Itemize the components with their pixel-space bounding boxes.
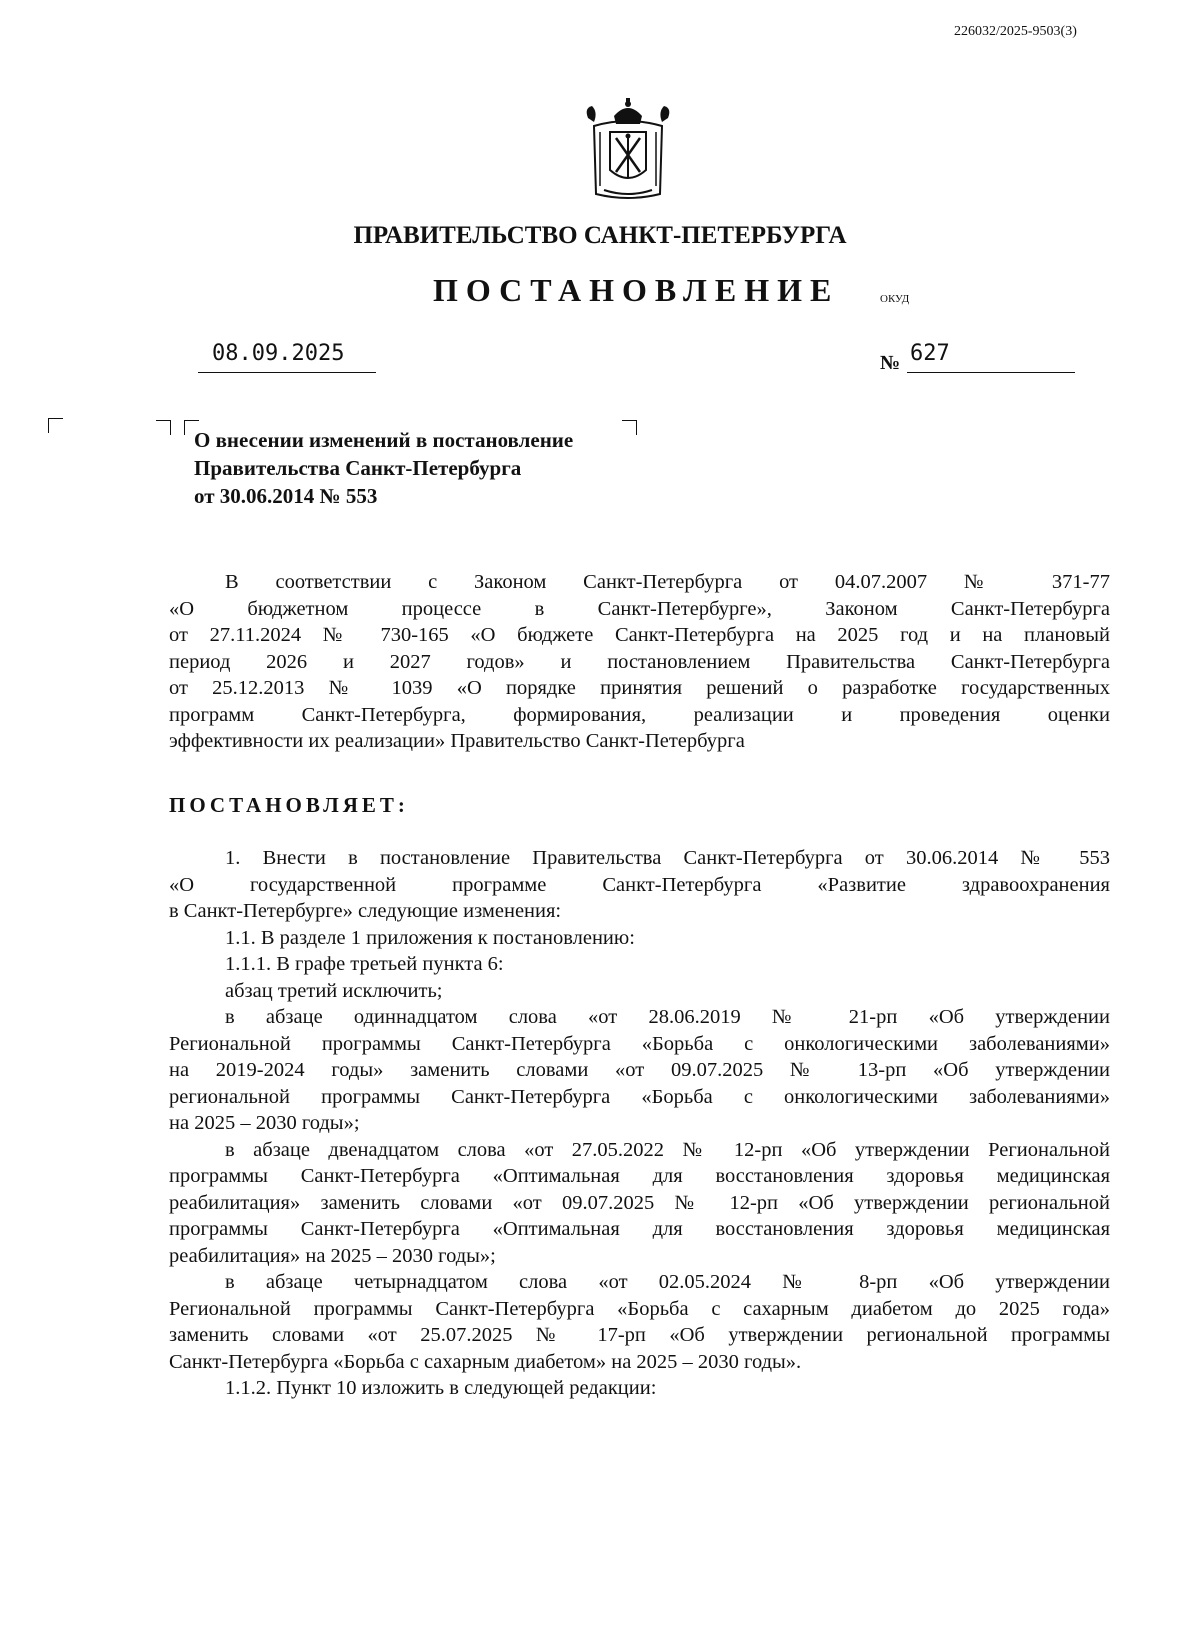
body-line: программы Санкт-Петербурга «Оптимальная для восстановления здоровья медицинская <box>169 1218 1110 1240</box>
paragraph-eleventh <box>169 1004 1110 1137</box>
body-line: программы Санкт-Петербурга «Оптимальная для восстановления здоровья медицинская <box>169 1165 1110 1187</box>
document-body <box>169 845 1110 1402</box>
okud-label: ОКУД <box>880 293 910 305</box>
subject-line: О внесении изменений в постановление <box>194 428 574 452</box>
body-line: заменить словами «от 25.07.2025 № 17-рп «Об утверждении региональной программы <box>169 1324 1110 1346</box>
body-line: «О государственной программе Санкт-Петербурга «Развитие здравоохранения <box>169 873 1110 896</box>
preamble-line: от 25.12.2013 № 1039 «О порядке принятия решений о разработке государственных <box>169 677 1110 699</box>
preamble-line: программ Санкт-Петербурга, формирования, реализации и проведения оценки <box>169 703 1110 726</box>
body-line: в абзаце четырнадцатом слова «от 02.05.2024 № 8-рп «Об утверждении <box>225 1271 1110 1293</box>
subject-line: от 30.06.2014 № 553 <box>194 484 378 508</box>
paragraph-fourteenth <box>169 1269 1110 1375</box>
document-kind: ПОСТАНОВЛЕНИЕ <box>433 272 840 308</box>
preamble-paragraph <box>169 569 1110 755</box>
decrees-heading: ПОСТАНОВЛЯЕТ: <box>169 793 409 817</box>
body-line: на 2025 – 2030 годы»; <box>169 1112 360 1134</box>
clause-1-1: 1.1. В разделе 1 приложения к постановлению: <box>225 926 635 949</box>
coat-of-arms-emblem <box>580 98 676 202</box>
document-id: 226032/2025-9503(3) <box>954 24 1077 39</box>
body-line: 1. Внести в постановление Правительства Санкт-Петербурга от 30.06.2014 № 553 <box>225 847 1110 869</box>
body-line: реабилитация» заменить словами «от 09.07.2025 № 12-рп «Об утверждении региональной <box>169 1191 1110 1214</box>
document-date: 08.09.2025 <box>212 341 345 366</box>
preamble-line: от 27.11.2024 № 730-165 «О бюджете Санкт-Петербурга на 2025 год и на плановый <box>169 624 1110 646</box>
corner-mark <box>622 420 637 435</box>
clause-1-1-1: 1.1.1. В графе третьей пункта 6: <box>225 953 504 975</box>
preamble-line: В соответствии с Законом Санкт-Петербурга от 04.07.2007 № 371-77 <box>225 571 1110 593</box>
corner-mark <box>48 418 63 433</box>
paragraph-twelfth <box>169 1137 1110 1270</box>
body-line: реабилитация» на 2025 – 2030 годы»; <box>169 1244 496 1267</box>
clause-1 <box>169 845 1110 925</box>
organization-title: ПРАВИТЕЛЬСТВО САНКТ-ПЕТЕРБУРГА <box>353 222 847 249</box>
document-subject <box>194 426 573 510</box>
body-line: Региональной программы Санкт-Петербурга «Борьба с сахарным диабетом до 2025 года» <box>169 1297 1110 1320</box>
body-line: в абзаце одиннадцатом слова «от 28.06.2019 № 21-рп «Об утверждении <box>225 1006 1110 1028</box>
number-label: № <box>880 352 901 374</box>
body-line: Санкт-Петербурга «Борьба с сахарным диабетом» на 2025 – 2030 годы». <box>169 1350 802 1373</box>
clause-1-1-2: 1.1.2. Пункт 10 изложить в следующей редакции: <box>225 1377 657 1399</box>
body-line: на 2019-2024 годы» заменить словами «от 09.07.2025 № 13-рп «Об утверждении <box>169 1059 1110 1081</box>
subject-line: Правительства Санкт-Петербурга <box>194 456 522 480</box>
preamble-line: «О бюджетном процессе в Санкт-Петербурге», Законом Санкт-Петербурга <box>169 597 1110 620</box>
body-line: абзац третий исключить; <box>225 979 443 1002</box>
preamble-line: период 2026 и 2027 годов» и постановлением Правительства Санкт-Петербурга <box>169 650 1110 673</box>
body-line: региональной программы Санкт-Петербурга «Борьба с онкологическими заболеваниями» <box>169 1085 1110 1108</box>
preamble-line: эффективности их реализации» Правительство Санкт-Петербурга <box>169 730 745 752</box>
document-number: 627 <box>910 341 950 366</box>
body-line: в абзаце двенадцатом слова «от 27.05.2022 № 12-рп «Об утверждении Региональной <box>225 1138 1110 1161</box>
corner-mark <box>156 420 171 435</box>
body-line: Региональной программы Санкт-Петербурга «Борьба с онкологическими заболеваниями» <box>169 1032 1110 1055</box>
body-line: в Санкт-Петербурге» следующие изменения: <box>169 900 562 922</box>
